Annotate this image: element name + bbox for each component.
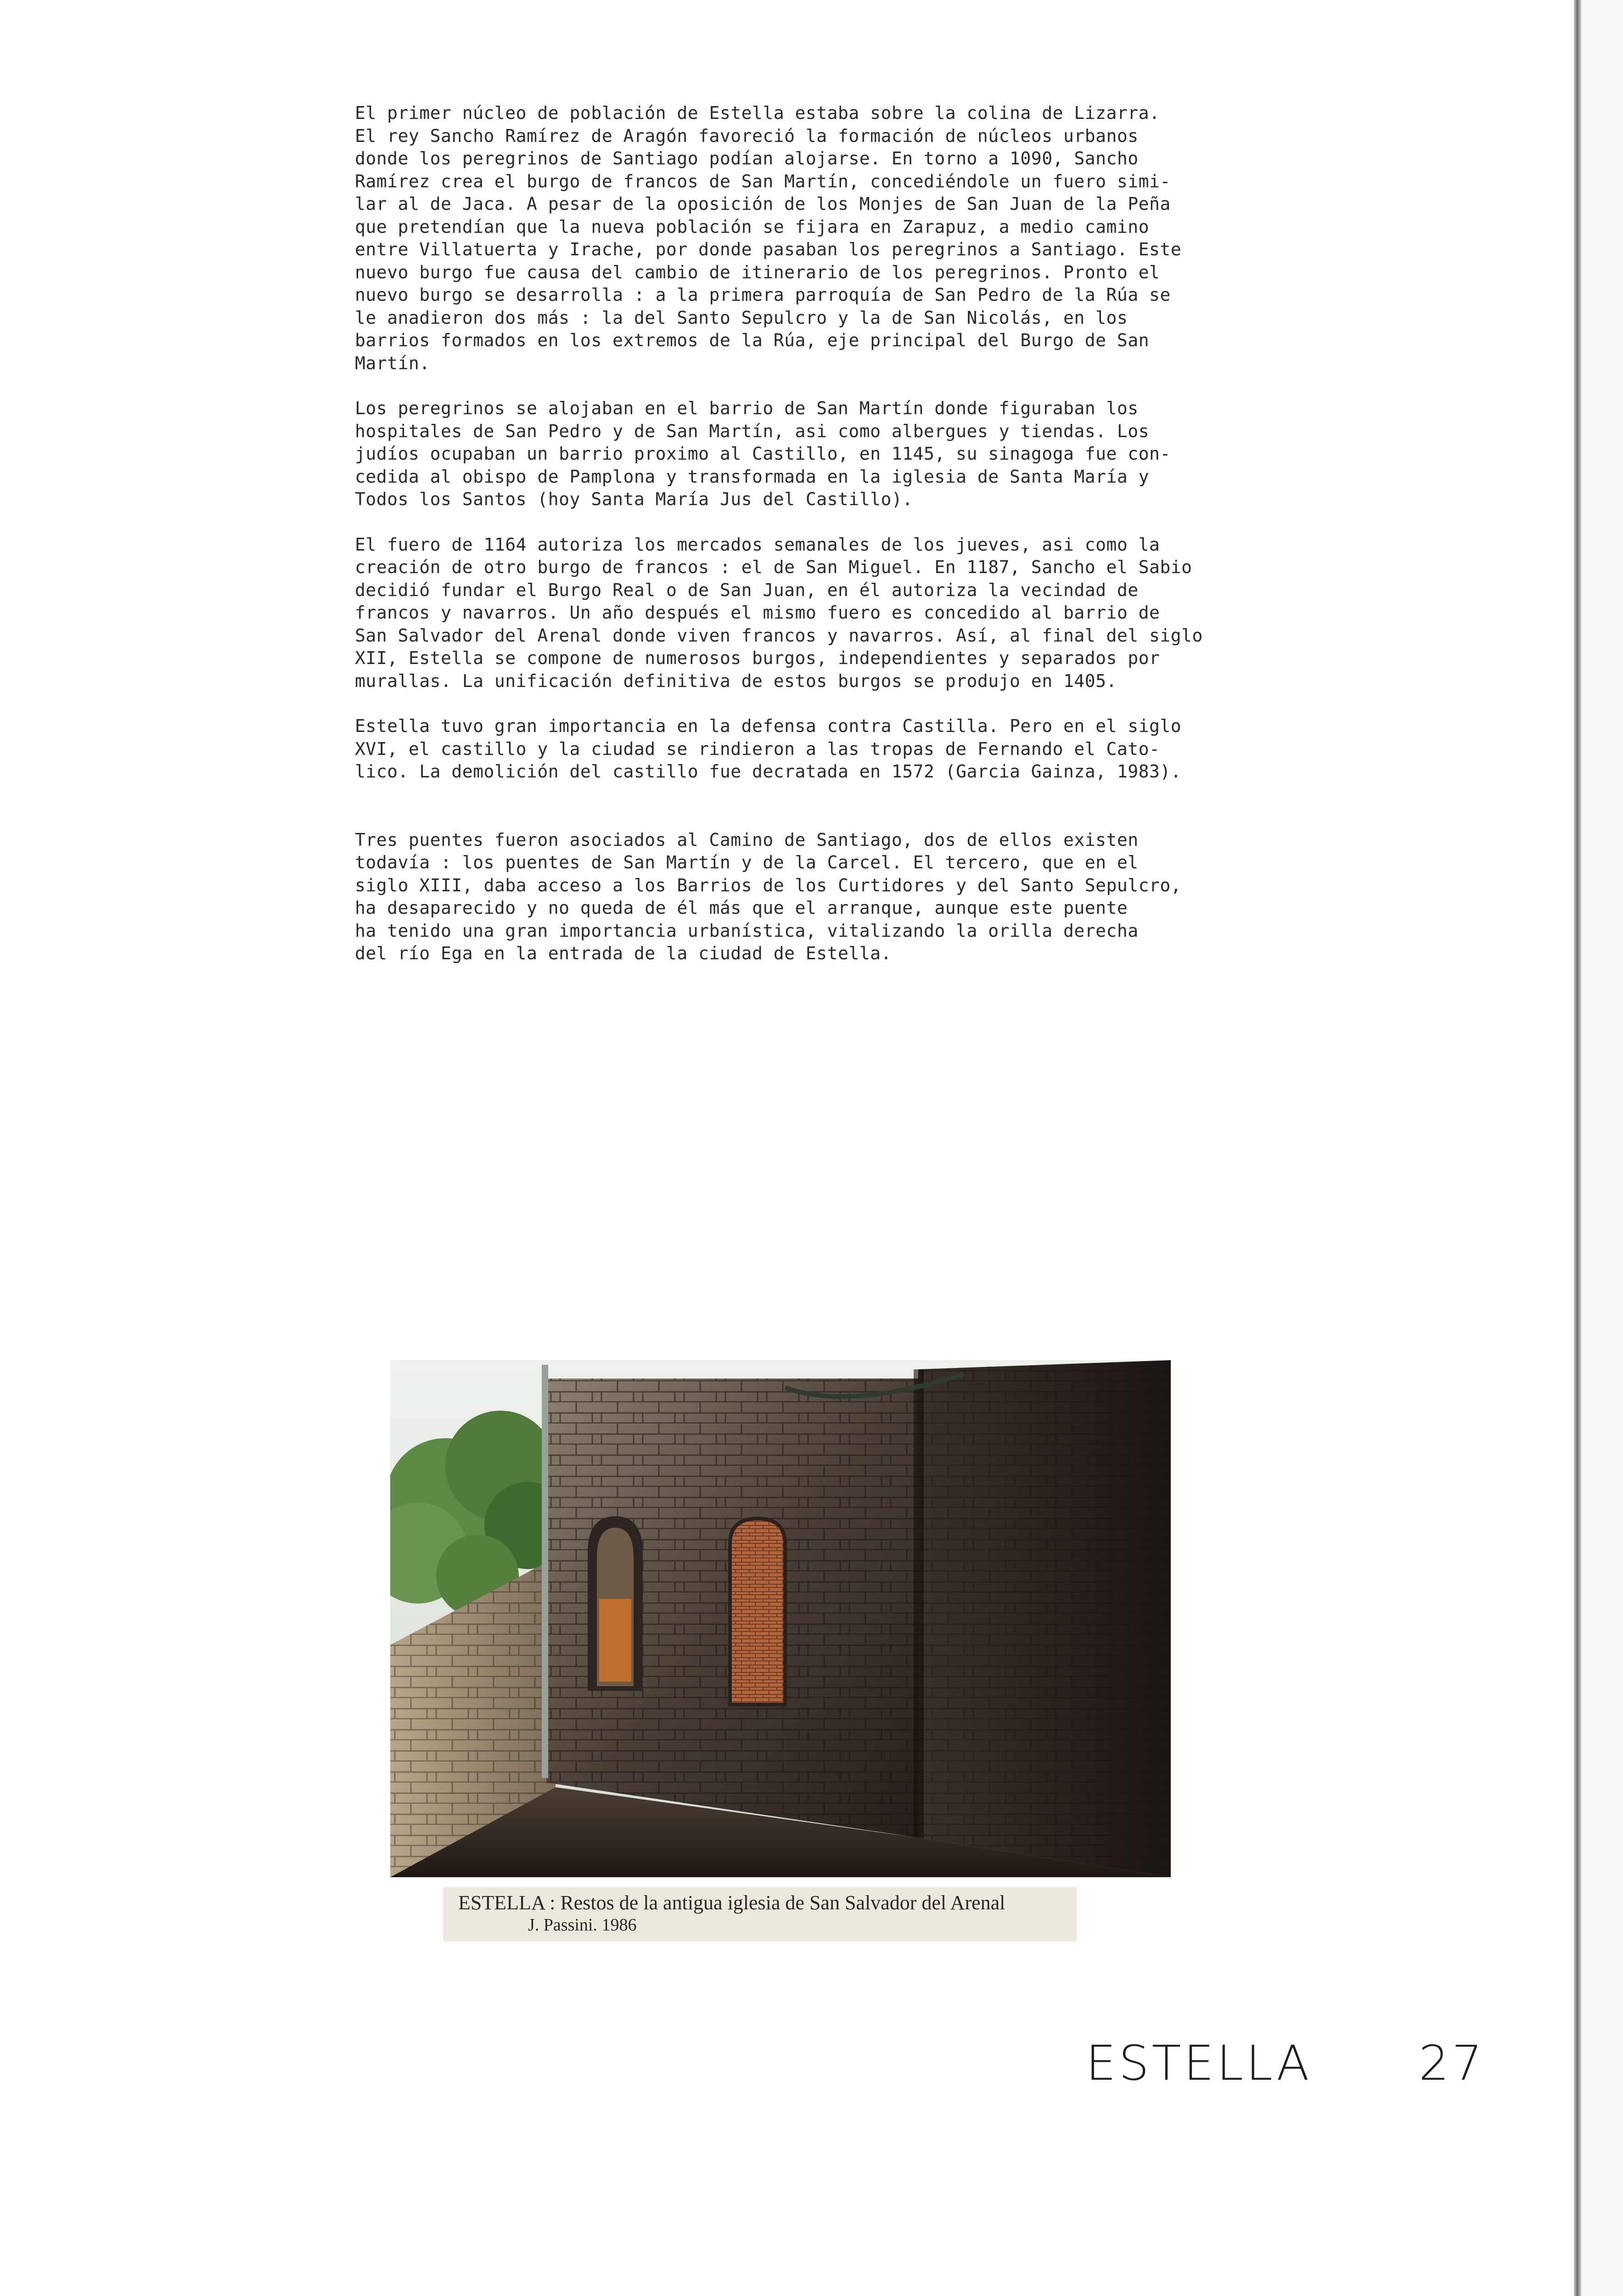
text-line: creación de otro burgo de francos : el de San Miguel. En 1187, Sancho el Sabio: [355, 557, 1192, 577]
text-line: francos y navarros. Un año después el mismo fuero es concedido al barrio de: [355, 602, 1160, 623]
paragraph-pilgrims: [355, 397, 1273, 511]
text-line: siglo XIII, daba acceso a los Barrios de los Curtidores y del Santo Sepulcro,: [355, 875, 1182, 895]
text-line: Los peregrinos se alojaban en el barrio de San Martín donde figuraban los: [355, 398, 1139, 418]
text-line: lar al de Jaca. A pesar de la oposición de los Monjes de San Juan de la Peña: [355, 194, 1171, 214]
church-ruins-photo: [390, 1360, 1171, 1877]
page-number: 27: [1419, 2035, 1485, 2091]
arched-window: [588, 1516, 643, 1691]
paragraph-origins: [355, 102, 1273, 375]
text-line: El rey Sancho Ramírez de Aragón favoreció la formación de núcleos urbanos: [355, 125, 1139, 146]
text-line: Tres puentes fueron asociados al Camino de Santiago, dos de ellos existen: [355, 829, 1139, 850]
text-line: XVI, el castillo y la ciudad se rindieron a las tropas de Fernando el Cato-: [355, 738, 1160, 759]
text-line: Todos los Santos (hoy Santa María Jus del Castillo).: [355, 489, 913, 509]
photo-caption: ESTELLA : Restos de la antigua iglesia de San Salvador del Arenal: [458, 1891, 1005, 1914]
text-line: murallas. La unificación definitiva de estos burgos se produjo en 1405.: [355, 670, 1117, 691]
text-line: San Salvador del Arenal donde viven francos y navarros. Así, al final del siglo: [355, 625, 1203, 646]
text-line: cedida al obispo de Pamplona y transformada en la iglesia de Santa María y: [355, 466, 1149, 487]
text-line: todavía : los puentes de San Martín y de la Carcel. El tercero, que en el: [355, 852, 1139, 872]
text-line: le anadieron dos más : la del Santo Sepulcro y la de San Nicolás, en los: [355, 307, 1128, 328]
photo-credit: J. Passini. 1986: [528, 1915, 637, 1935]
paragraph-castilla: [355, 715, 1273, 783]
bricked-opening: [730, 1519, 785, 1705]
text-line: entre Villatuerta y Irache, por donde pasaban los peregrinos a Santiago. Este: [355, 239, 1182, 259]
text-line: lico. La demolición del castillo fue decratada en 1572 (Garcia Gainza, 1983).: [355, 761, 1182, 782]
text-line: barrios formados en los extremos de la Rúa, eje principal del Burgo de San: [355, 330, 1149, 350]
church-ruins-illustration: [390, 1360, 1171, 1877]
text-line: El primer núcleo de población de Estella estaba sobre la colina de Lizarra.: [355, 103, 1160, 123]
text-line: ha tenido una gran importancia urbanística, vitalizando la orilla derecha: [355, 920, 1139, 941]
text-line: del río Ega en la entrada de la ciudad de Estella.: [355, 943, 892, 963]
text-line: donde los peregrinos de Santiago podían alojarse. En torno a 1090, Sancho: [355, 148, 1139, 169]
text-line: nuevo burgo se desarrolla : a la primera parroquía de San Pedro de la Rúa se: [355, 285, 1171, 305]
text-line: nuevo burgo fue causa del cambio de itinerario de los peregrinos. Pronto el: [355, 262, 1160, 282]
text-line: hospitales de San Pedro y de San Martín, asi como albergues y tiendas. Los: [355, 421, 1149, 441]
footer-title: ESTELLA: [1086, 2035, 1312, 2091]
paragraph-fueros: [355, 534, 1273, 693]
text-line: El fuero de 1164 autoriza los mercados semanales de los jueves, asi como la: [355, 534, 1160, 555]
text-line: decidió fundar el Burgo Real o de San Juan, en él autoriza la vecindad de: [355, 580, 1139, 600]
page-edge-fold: [1574, 0, 1581, 2296]
text-line: que pretendían que la nueva población se fijara en Zarapuz, a medio camino: [355, 216, 1149, 237]
text-line: Martín.: [355, 353, 430, 373]
text-line: ha desaparecido y no queda de él más que el arranque, aunque este puente: [355, 898, 1128, 918]
text-line: Ramírez crea el burgo de francos de San Martín, concediéndole un fuero simi-: [355, 171, 1171, 191]
body-text: [355, 102, 1273, 965]
page-edge-shadow: [1581, 0, 1623, 2296]
text-line: XII, Estella se compone de numerosos burgos, independientes y separados por: [355, 648, 1160, 668]
paragraph-bridges: [355, 829, 1273, 965]
text-line: Estella tuvo gran importancia en la defensa contra Castilla. Pero en el siglo: [355, 716, 1182, 736]
text-line: judíos ocupaban un barrio proximo al Castillo, en 1145, su sinagoga fue con-: [355, 444, 1171, 464]
